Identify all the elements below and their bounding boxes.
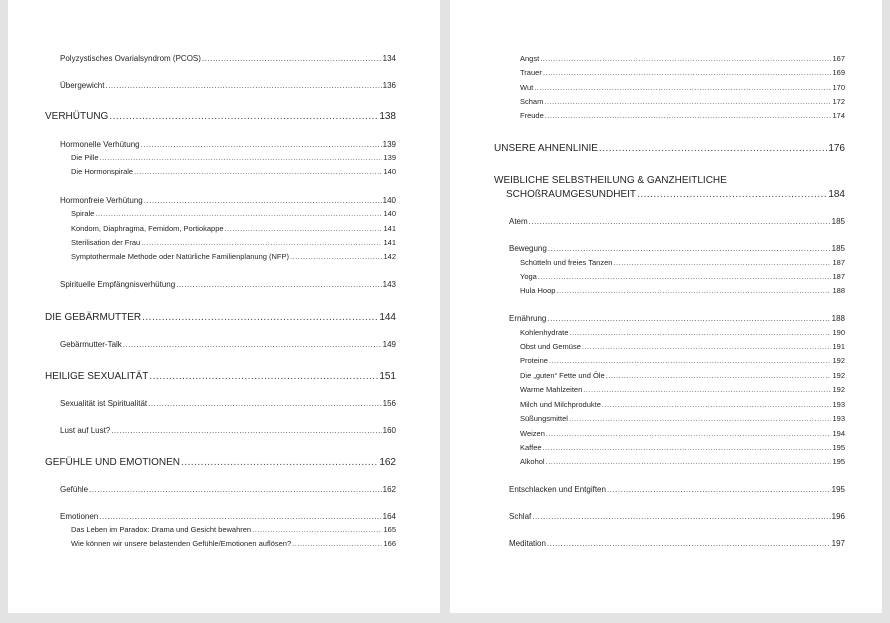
toc-entry[interactable] [60,512,396,521]
dot-leader [569,415,832,424]
toc-entry-page: 162 [379,457,396,468]
toc-entry-page: 193 [832,400,845,409]
toc-entry-title: Hula Hoop [520,286,556,295]
toc-entry-page: 140 [383,167,396,176]
dot-leader [144,196,382,205]
toc-entry-page: 195 [831,485,845,494]
toc-entry-title: HEILIGE SEXUALITÄT [45,371,149,382]
toc-subentry[interactable] [520,287,845,296]
dot-leader [637,189,827,201]
toc-entry-page: 160 [382,426,396,435]
toc-entry-page: 156 [382,399,396,408]
toc-entry-page: 172 [832,97,845,106]
toc-entry-page: 188 [831,314,845,323]
dot-leader [547,539,831,548]
toc-entry-title: Emotionen [60,512,99,521]
dot-leader [95,210,382,219]
toc-entry-page: 143 [382,280,396,289]
toc-entry-title: Die Pille [71,153,99,162]
toc-entry-title: Das Leben im Paradox: Drama und Gesicht bewahren [71,525,252,534]
toc-entry-page: 193 [832,414,845,423]
dot-leader [99,512,381,521]
toc-entry[interactable] [509,244,845,253]
toc-entry[interactable] [60,81,396,90]
toc-entry[interactable] [60,280,396,289]
toc-entry[interactable] [509,314,845,323]
dot-leader [100,154,383,163]
toc-entry-title: Polyzystisches Ovarialsyndrom (PCOS) [60,54,201,63]
toc-entry-title: Proteine [520,356,548,365]
toc-subentry[interactable] [520,415,845,424]
toc-entry-page: 162 [382,485,396,494]
toc-entry-title: Übergewicht [60,81,105,90]
toc-entry-page: 185 [831,244,845,253]
toc-chapter[interactable] [45,457,396,469]
toc-chapter[interactable] [45,371,396,383]
toc-entry-title: UNSERE AHNENLINIE [494,143,598,154]
dot-leader [547,314,830,323]
toc-entry-title: SCHOßRAUMGESUNDHEIT [506,189,637,200]
toc-subentry[interactable] [520,343,845,352]
toc-entry-page: 195 [832,457,845,466]
dot-leader [556,287,831,296]
toc-entry-page: 164 [382,512,396,521]
toc-chapter[interactable] [494,143,845,155]
toc-entry-title: Sterilisation der Frau [71,238,141,247]
toc-subentry[interactable] [520,273,845,282]
dot-leader [123,340,382,349]
toc-entry-page: 139 [383,153,396,162]
toc-entry-title: Hormonelle Verhütung [60,140,140,149]
dot-leader [142,312,378,324]
toc-subentry[interactable] [71,239,396,248]
toc-entry-page: 192 [832,385,845,394]
toc-chapter-title-line[interactable] [494,175,727,187]
dot-leader [109,111,378,123]
toc-subentry[interactable] [520,386,845,395]
toc-entry-page: 192 [832,371,845,380]
toc-entry-page: 144 [379,312,396,323]
toc-subentry[interactable] [520,401,845,410]
dot-leader [252,526,382,535]
toc-subentry[interactable] [520,329,845,338]
toc-entry-page: 139 [382,140,396,149]
toc-entry-page: 140 [383,209,396,218]
dot-leader [583,386,831,395]
dot-leader [546,458,832,467]
toc-entry-page: 192 [832,356,845,365]
toc-entry-page: 138 [379,111,396,122]
toc-entry-title: Wie können wir unsere belastenden Gefühle/Emotionen auflösen? [71,539,292,548]
dot-leader [292,540,382,549]
dot-leader [599,143,827,155]
toc-subentry[interactable] [520,84,845,93]
dot-leader [141,239,382,248]
toc-entry-page: 174 [832,111,845,120]
dot-leader [602,401,832,410]
toc-subentry[interactable] [71,253,396,262]
toc-entry-title: Atem [509,217,528,226]
dot-leader [111,426,381,435]
toc-chapter[interactable] [45,111,396,123]
toc-entry[interactable] [60,485,396,494]
toc-subentry[interactable] [520,357,845,366]
toc-entry-title: Sexualität ist Spiritualität [60,399,148,408]
toc-entry-page: 151 [379,371,396,382]
toc-entry-page: 141 [383,238,396,247]
toc-subentry[interactable] [520,112,845,121]
toc-subentry[interactable] [520,458,845,467]
toc-entry-title: Trauer [520,68,542,77]
toc-entry-title: Obst und Gemüse [520,342,581,351]
toc-entry-title: Weizen [520,429,545,438]
toc-entry-title: Scham [520,97,544,106]
toc-entry-title: Gefühle [60,485,89,494]
toc-entry-title: Schlaf [509,512,532,521]
dot-leader [290,253,382,262]
dot-leader [613,259,831,268]
toc-entry-title: Alkohol [520,457,545,466]
toc-entry-title: Freude [520,111,544,120]
toc-subentry[interactable] [520,55,845,64]
dot-leader [202,54,382,63]
toc-subentry[interactable] [71,540,396,549]
toc-entry-title: Spirale [71,209,95,218]
toc-subentry[interactable] [71,210,396,219]
dot-leader [582,343,832,352]
toc-subentry[interactable] [520,372,845,381]
toc-chapter[interactable] [45,312,396,324]
dot-leader [148,399,381,408]
toc-entry-title: Meditation [509,539,546,548]
dot-leader [606,372,832,381]
toc-entry[interactable] [60,426,396,435]
toc-entry-page: 165 [383,525,396,534]
toc-entry-title: Schütteln und freies Tanzen [520,258,613,267]
dot-leader [543,69,832,78]
dot-leader [225,225,383,234]
dot-leader [176,280,381,289]
toc-subentry[interactable] [520,444,845,453]
dot-leader [607,485,831,494]
toc-entry-title: Kohlenhydrate [520,328,569,337]
dot-leader [532,512,830,521]
toc-entry-title: Symptothermale Methode oder Natürliche Familienplanung (NFP) [71,252,290,261]
toc-entry-title: Gebärmutter-Talk [60,340,122,349]
toc-entry[interactable] [60,196,396,205]
dot-leader [544,98,831,107]
dot-leader [534,84,831,93]
dot-leader [89,485,382,494]
toc-entry-title: Milch und Milchprodukte [520,400,601,409]
toc-entry-title: WEIBLICHE SELBSTHEILUNG & GANZHEITLICHE [494,175,727,186]
toc-entry-page: 142 [383,252,396,261]
toc-entry-title: GEFÜHLE UND EMOTIONEN [45,457,181,468]
toc-entry-page: 188 [832,286,845,295]
toc-entry-title: Lust auf Lust? [60,426,111,435]
toc-entry-page: 190 [832,328,845,337]
dot-leader [540,55,831,64]
toc-entry-title: Süßungsmittel [520,414,568,423]
toc-entry-title: Angst [520,54,540,63]
toc-entry-title: Kaffee [520,443,542,452]
toc-entry-page: 184 [828,189,845,200]
toc-entry-page: 191 [832,342,845,351]
toc-entry[interactable] [509,539,845,548]
toc-entry-title: Yoga [520,272,537,281]
toc-entry-title: Die „guten“ Fette und Öle [520,371,605,380]
toc-entry-title: DIE GEBÄRMUTTER [45,312,142,323]
toc-subentry[interactable] [71,154,396,163]
toc-entry[interactable] [60,140,396,149]
toc-entry-title: VERHÜTUNG [45,111,109,122]
toc-subentry[interactable] [520,430,845,439]
toc-entry-title: Hormonfreie Verhütung [60,196,143,205]
toc-entry[interactable] [509,485,845,494]
toc-entry-page: 187 [832,258,845,267]
dot-leader [569,329,831,338]
toc-subentry[interactable] [520,259,845,268]
toc-entry-page: 141 [383,224,396,233]
dot-leader [149,371,378,383]
toc-entry[interactable] [509,217,845,226]
toc-entry-page: 187 [832,272,845,281]
toc-chapter[interactable] [506,189,845,201]
dot-leader [545,112,832,121]
toc-entry[interactable] [509,512,845,521]
toc-entry-title: Wut [520,83,534,92]
toc-page-left [8,0,440,613]
toc-entry-page: 176 [828,143,845,154]
toc-entry-page: 197 [831,539,845,548]
toc-entry-page: 167 [832,54,845,63]
toc-entry-title: Warme Mahlzeiten [520,385,583,394]
toc-subentry[interactable] [71,526,396,535]
dot-leader [181,457,378,469]
toc-subentry[interactable] [71,225,396,234]
toc-subentry[interactable] [520,69,845,78]
toc-subentry[interactable] [71,168,396,177]
toc-entry-page: 134 [382,54,396,63]
dot-leader [546,430,832,439]
dot-leader [549,357,832,366]
toc-entry-title: Ernährung [509,314,547,323]
toc-entry-page: 196 [831,512,845,521]
dot-leader [134,168,382,177]
toc-entry-page: 140 [382,196,396,205]
dot-leader [141,140,382,149]
toc-entry-page: 149 [382,340,396,349]
dot-leader [105,81,381,90]
toc-page-right [450,0,882,613]
toc-entry-title: Kondom, Diaphragma, Femidom, Portiokappe [71,224,224,233]
toc-entry[interactable] [60,340,396,349]
toc-entry[interactable] [60,399,396,408]
toc-entry-page: 194 [832,429,845,438]
toc-entry-page: 169 [832,68,845,77]
toc-entry-title: Spirituelle Empfängnisverhütung [60,280,176,289]
toc-subentry[interactable] [520,98,845,107]
toc-entry[interactable] [60,54,396,63]
toc-entry-title: Bewegung [509,244,547,253]
toc-entry-page: 195 [832,443,845,452]
dot-leader [548,244,831,253]
toc-entry-title: Entschlacken und Entgiften [509,485,606,494]
toc-entry-page: 170 [832,83,845,92]
toc-entry-title: Die Hormonspirale [71,167,134,176]
dot-leader [543,444,832,453]
toc-entry-page: 166 [383,539,396,548]
dot-leader [538,273,832,282]
toc-entry-page: 136 [382,81,396,90]
toc-entry-page: 185 [831,217,845,226]
dot-leader [529,217,831,226]
